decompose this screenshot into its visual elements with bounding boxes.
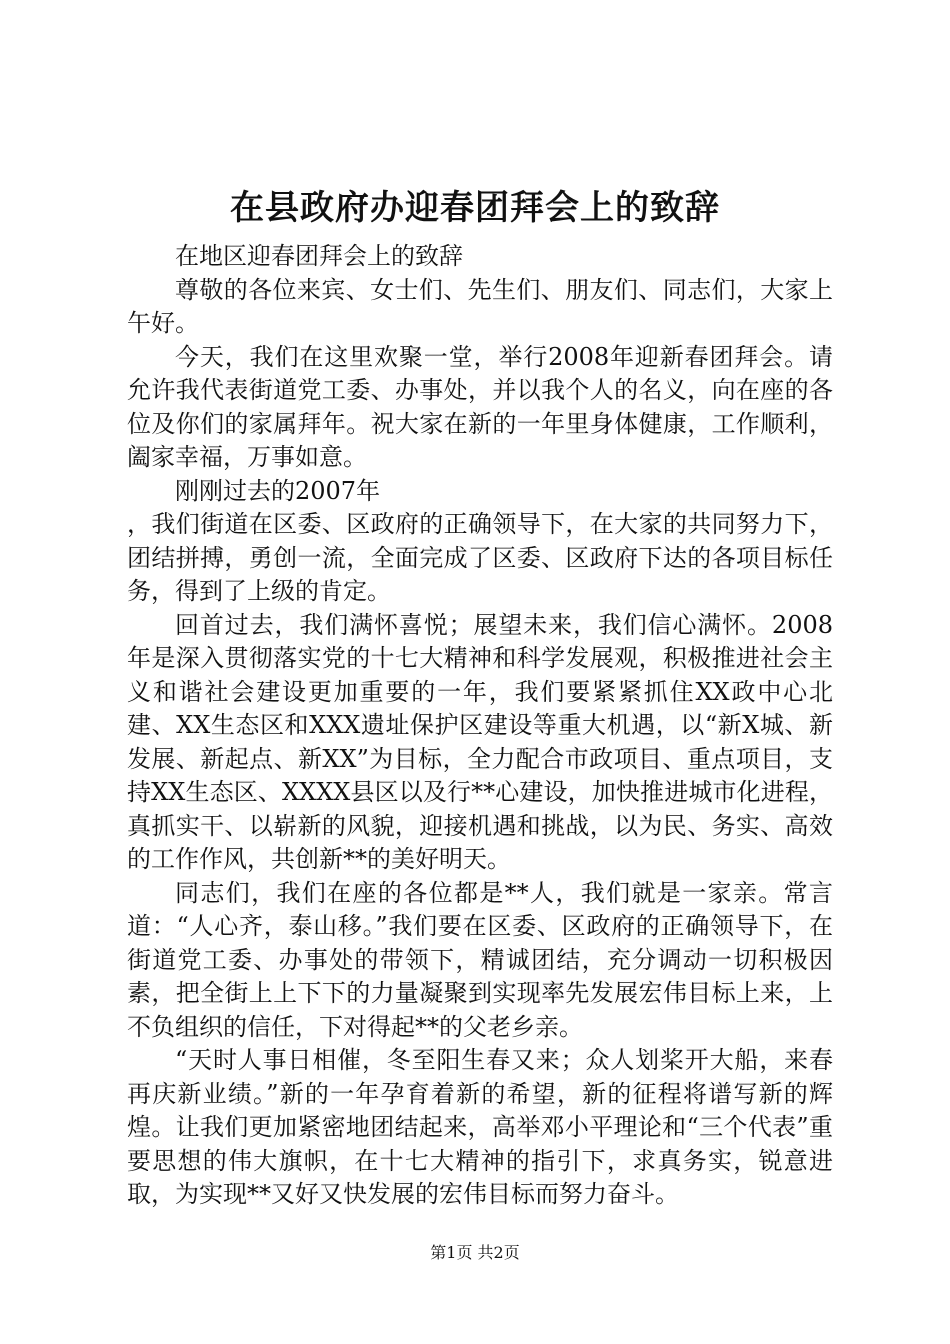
paragraph-greeting: 尊敬的各位来宾、女士们、先生们、朋友们、同志们，大家上午好。: [127, 275, 833, 337]
document-body: [127, 240, 833, 1212]
paragraph-past-year: 刚刚过去的2007年: [175, 476, 381, 505]
paragraph-closing: “天时人事日相催，冬至阳生春又来；众人划桨开大船，来春再庆新业绩。”新的一年孕育着新的希望，新的征程将谱写新的辉煌。让我们更加紧密地团结起来，高举邓小平理论和“三个代表”重要思想的伟大旗帜，在十七大精神的指引下，求真务实，锐意进取，为实现**又好又快发展的宏伟目标而努力奋斗。: [127, 1046, 833, 1208]
page-number-footer: 第1页 共2页: [430, 1243, 520, 1262]
paragraph-new-year-wishes: 今天，我们在这里欢聚一堂，举行2008年迎新春团拜会。请允许我代表街道党工委、办事处，并以我个人的名义，向在座的各位及你们的家属拜年。祝大家在新的一年里身体健康，工作顺利，阖家幸福，万事如意。: [127, 342, 833, 471]
paragraph-subtitle: 在地区迎春团拜会上的致辞: [175, 242, 463, 270]
paragraph-achievements: ，我们街道在区委、区政府的正确领导下，在大家的共同努力下，团结拼搏，勇创一流，全面完成了区委、区政府下达的各项目标任务，得到了上级的肯定。: [127, 510, 833, 605]
document-title: 在县政府办迎春团拜会上的致辞: [230, 188, 720, 228]
paragraph-unity: 同志们，我们在座的各位都是**人，我们就是一家亲。常言道：“人心齐，泰山移。”我们要在区委、区政府的正确领导下，在街道党工委、办事处的带领下，精诚团结，充分调动一切积极因素，把全街上上下下的力量凝聚到实现率先发展宏伟目标上来，上不负组织的信任，下对得起**的父老乡亲。: [127, 878, 833, 1041]
paragraph-looking-ahead: 回首过去，我们满怀喜悦；展望未来，我们信心满怀。2008年是深入贯彻落实党的十七大精神和科学发展观，积极推进社会主义和谐社会建设更加重要的一年，我们要紧紧抓住XX政中心北建、XX生态区和XXX遗址保护区建设等重大机遇，以“新X城、新发展、新起点、新XX”为目标，全力配合市政项目、重点项目，支持XX生态区、XXXX县区以及行**心建设，加快推进城市化进程，真抓实干、以崭新的风貌，迎接机遇和挑战，以为民、务实、高效的工作作风，共创新**的美好明天。: [127, 610, 833, 873]
